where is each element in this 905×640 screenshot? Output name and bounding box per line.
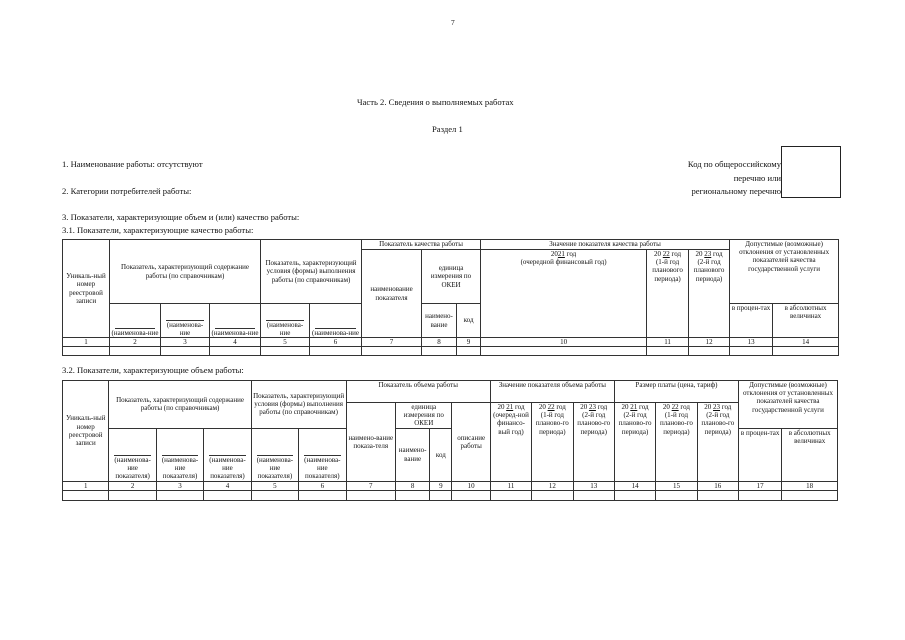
- column-number: 2: [109, 481, 156, 490]
- okved-label-2: перечню или: [733, 173, 781, 183]
- year-plan1-header: 20 22 год (1-й год планового периода): [647, 250, 689, 338]
- table-cell[interactable]: [210, 347, 261, 356]
- quality-indicator-name-header: наименование показателя: [362, 250, 422, 338]
- value-year-plan1-header: 20 22 год (1-й год планово-го периода): [532, 403, 573, 482]
- page-number: 7: [451, 18, 455, 27]
- table-cell[interactable]: [422, 347, 457, 356]
- unit-code-header: код: [457, 304, 481, 338]
- deviation-absolute-header: в абсолютных величинах: [773, 304, 839, 338]
- table-cell[interactable]: [730, 347, 773, 356]
- content-name-1: (наименова-ние: [110, 304, 161, 338]
- table-cell[interactable]: [63, 347, 110, 356]
- column-number: 14: [614, 481, 655, 490]
- table-cell[interactable]: [430, 490, 452, 500]
- table-cell[interactable]: [457, 347, 481, 356]
- value-year-plan2-header: 20 23 год (2-й год планово-го периода): [573, 403, 614, 482]
- volume-indicator-header: Показатель объема работы: [346, 381, 490, 403]
- column-number: 15: [656, 481, 697, 490]
- year-current-header: 2021 год (очередной финансовый год): [481, 250, 647, 338]
- column-number: 1: [63, 338, 110, 347]
- okved-code-box: [781, 146, 841, 198]
- deviation-percent-header: в процен-тах: [730, 304, 773, 338]
- volume-heading: 3.2. Показатели, характеризующие объем работы:: [62, 365, 244, 375]
- column-number: 7: [346, 481, 395, 490]
- table-cell[interactable]: [395, 490, 429, 500]
- volume-table: [62, 380, 838, 501]
- conditions-indicator-header: Показатель, характеризующий условия (формы) выполнения работы (по справочникам): [251, 381, 346, 429]
- table-cell[interactable]: [452, 490, 490, 500]
- quality-indicator-header: Показатель качества работы: [362, 240, 481, 250]
- deviation-header: Допустимые (возможные) отклонения от установленных показателей качества государственной услуги: [730, 240, 839, 304]
- column-number: 7: [362, 338, 422, 347]
- table-cell[interactable]: [299, 490, 346, 500]
- content-indicator-header: Показатель, характеризующий содержание работы (по справочникам): [109, 381, 251, 429]
- table-cell[interactable]: [782, 490, 838, 500]
- work-name: 1. Наименование работы: отсутствуют: [62, 159, 203, 169]
- column-number: 1: [63, 481, 109, 490]
- conditions-indicator-header: Показатель, характеризующий условия (формы) выполнения работы (по справочникам): [261, 240, 362, 304]
- section-title: Раздел 1: [432, 124, 463, 134]
- table-cell[interactable]: [362, 347, 422, 356]
- deviation-absolute-header: в абсолютных величинах: [782, 428, 838, 481]
- table-cell[interactable]: [697, 490, 738, 500]
- column-number: 6: [310, 338, 362, 347]
- price-header: Размер платы (цена, тариф): [614, 381, 738, 403]
- unit-header: единица измерения по ОКЕИ: [395, 403, 451, 429]
- quality-table: [62, 239, 839, 356]
- table-cell[interactable]: [573, 490, 614, 500]
- column-number: 11: [647, 338, 689, 347]
- table-cell[interactable]: [204, 490, 251, 500]
- unit-name-header: наимено-вание: [395, 428, 429, 481]
- table-cell[interactable]: [490, 490, 531, 500]
- price-year-3-header: 20 23 год (2-й год планово-го периода): [697, 403, 738, 482]
- table-cell[interactable]: [261, 347, 310, 356]
- column-number: 13: [573, 481, 614, 490]
- column-number: 5: [251, 481, 298, 490]
- table-cell[interactable]: [63, 490, 109, 500]
- table-cell[interactable]: [161, 347, 210, 356]
- column-number: 11: [490, 481, 531, 490]
- table-cell[interactable]: [310, 347, 362, 356]
- table-cell[interactable]: [532, 490, 573, 500]
- part-title: Часть 2. Сведения о выполняемых работах: [357, 97, 514, 107]
- column-number: 8: [395, 481, 429, 490]
- price-year-1-header: 20 21 год (2-й год планово-го периода): [614, 403, 655, 482]
- column-number: 3: [156, 481, 203, 490]
- column-numbers-row: [63, 338, 839, 347]
- unique-number-header: Уникаль-ный номер реестровой записи: [63, 240, 110, 338]
- content-name-2: (наименова-ние: [161, 304, 210, 338]
- table-row: [63, 490, 838, 500]
- table-cell[interactable]: [346, 490, 395, 500]
- quality-heading: 3.1. Показатели, характеризующие качество работы:: [62, 225, 254, 235]
- column-number: 12: [689, 338, 730, 347]
- column-number: 3: [161, 338, 210, 347]
- column-number: 17: [738, 481, 781, 490]
- table-cell[interactable]: [614, 490, 655, 500]
- content-indicator-header: Показатель, характеризующий содержание работы (по справочникам): [110, 240, 261, 304]
- column-number: 5: [261, 338, 310, 347]
- table-row: [63, 347, 839, 356]
- column-number: 9: [430, 481, 452, 490]
- column-number: 2: [110, 338, 161, 347]
- table-cell[interactable]: [156, 490, 203, 500]
- column-number: 4: [210, 338, 261, 347]
- table-cell[interactable]: [738, 490, 781, 500]
- table-cell[interactable]: [647, 347, 689, 356]
- conditions-name-2: (наименова-ние: [310, 304, 362, 338]
- table-cell[interactable]: [109, 490, 156, 500]
- content-name-3: (наименова-ние: [210, 304, 261, 338]
- consumer-categories: 2. Категории потребителей работы:: [62, 186, 192, 196]
- table-cell[interactable]: [656, 490, 697, 500]
- column-number: 16: [697, 481, 738, 490]
- table-cell[interactable]: [110, 347, 161, 356]
- content-name-2: (наименова-ние показателя): [156, 428, 203, 481]
- column-number: 8: [422, 338, 457, 347]
- table-cell[interactable]: [689, 347, 730, 356]
- deviation-percent-header: в процен-тах: [738, 428, 781, 481]
- unit-header: единица измерения по ОКЕИ: [422, 250, 481, 304]
- price-year-2-header: 20 22 год (1-й год планово-го периода): [656, 403, 697, 482]
- conditions-name-2: (наименова-ние показателя): [299, 428, 346, 481]
- content-name-1: (наименова-ние показателя): [109, 428, 156, 481]
- value-year-current-header: 20 21 год (очеред-ной финансо-вый год): [490, 403, 531, 482]
- quality-value-header: Значение показателя качества работы: [481, 240, 730, 250]
- content-name-3: (наименова-ние показателя): [204, 428, 251, 481]
- conditions-name-1: (наименова-ние показателя): [251, 428, 298, 481]
- column-number: 10: [452, 481, 490, 490]
- unique-number-header: Уникаль-ный номер реестровой записи: [63, 381, 109, 482]
- column-number: 18: [782, 481, 838, 490]
- unit-code-header: код: [430, 428, 452, 481]
- table-cell[interactable]: [481, 347, 647, 356]
- column-number: 13: [730, 338, 773, 347]
- okved-label-1: Код по общероссийскому: [687, 159, 781, 169]
- year-plan2-header: 20 23 год (2-й год планового периода): [689, 250, 730, 338]
- column-numbers-row: [63, 481, 838, 490]
- column-number: 12: [532, 481, 573, 490]
- column-number: 9: [457, 338, 481, 347]
- column-number: 10: [481, 338, 647, 347]
- description-header: описание работы: [452, 403, 490, 482]
- column-number: 6: [299, 481, 346, 490]
- deviation-header: Допустимые (возможные) отклонения от установленных показателей качества государственной услуги: [738, 381, 837, 429]
- conditions-name-1: (наименова-ние: [261, 304, 310, 338]
- okved-label-3: региональному перечню: [691, 186, 781, 196]
- table-cell[interactable]: [773, 347, 839, 356]
- unit-name-header: наимено-вание: [422, 304, 457, 338]
- table-cell[interactable]: [251, 490, 298, 500]
- column-number: 14: [773, 338, 839, 347]
- volume-value-header: Значение показателя объема работы: [490, 381, 614, 403]
- column-number: 4: [204, 481, 251, 490]
- volume-indicator-name-header: наимено-вание показа-теля: [346, 403, 395, 482]
- indicators-heading: 3. Показатели, характеризующие объем и (или) качество работы:: [62, 212, 300, 222]
